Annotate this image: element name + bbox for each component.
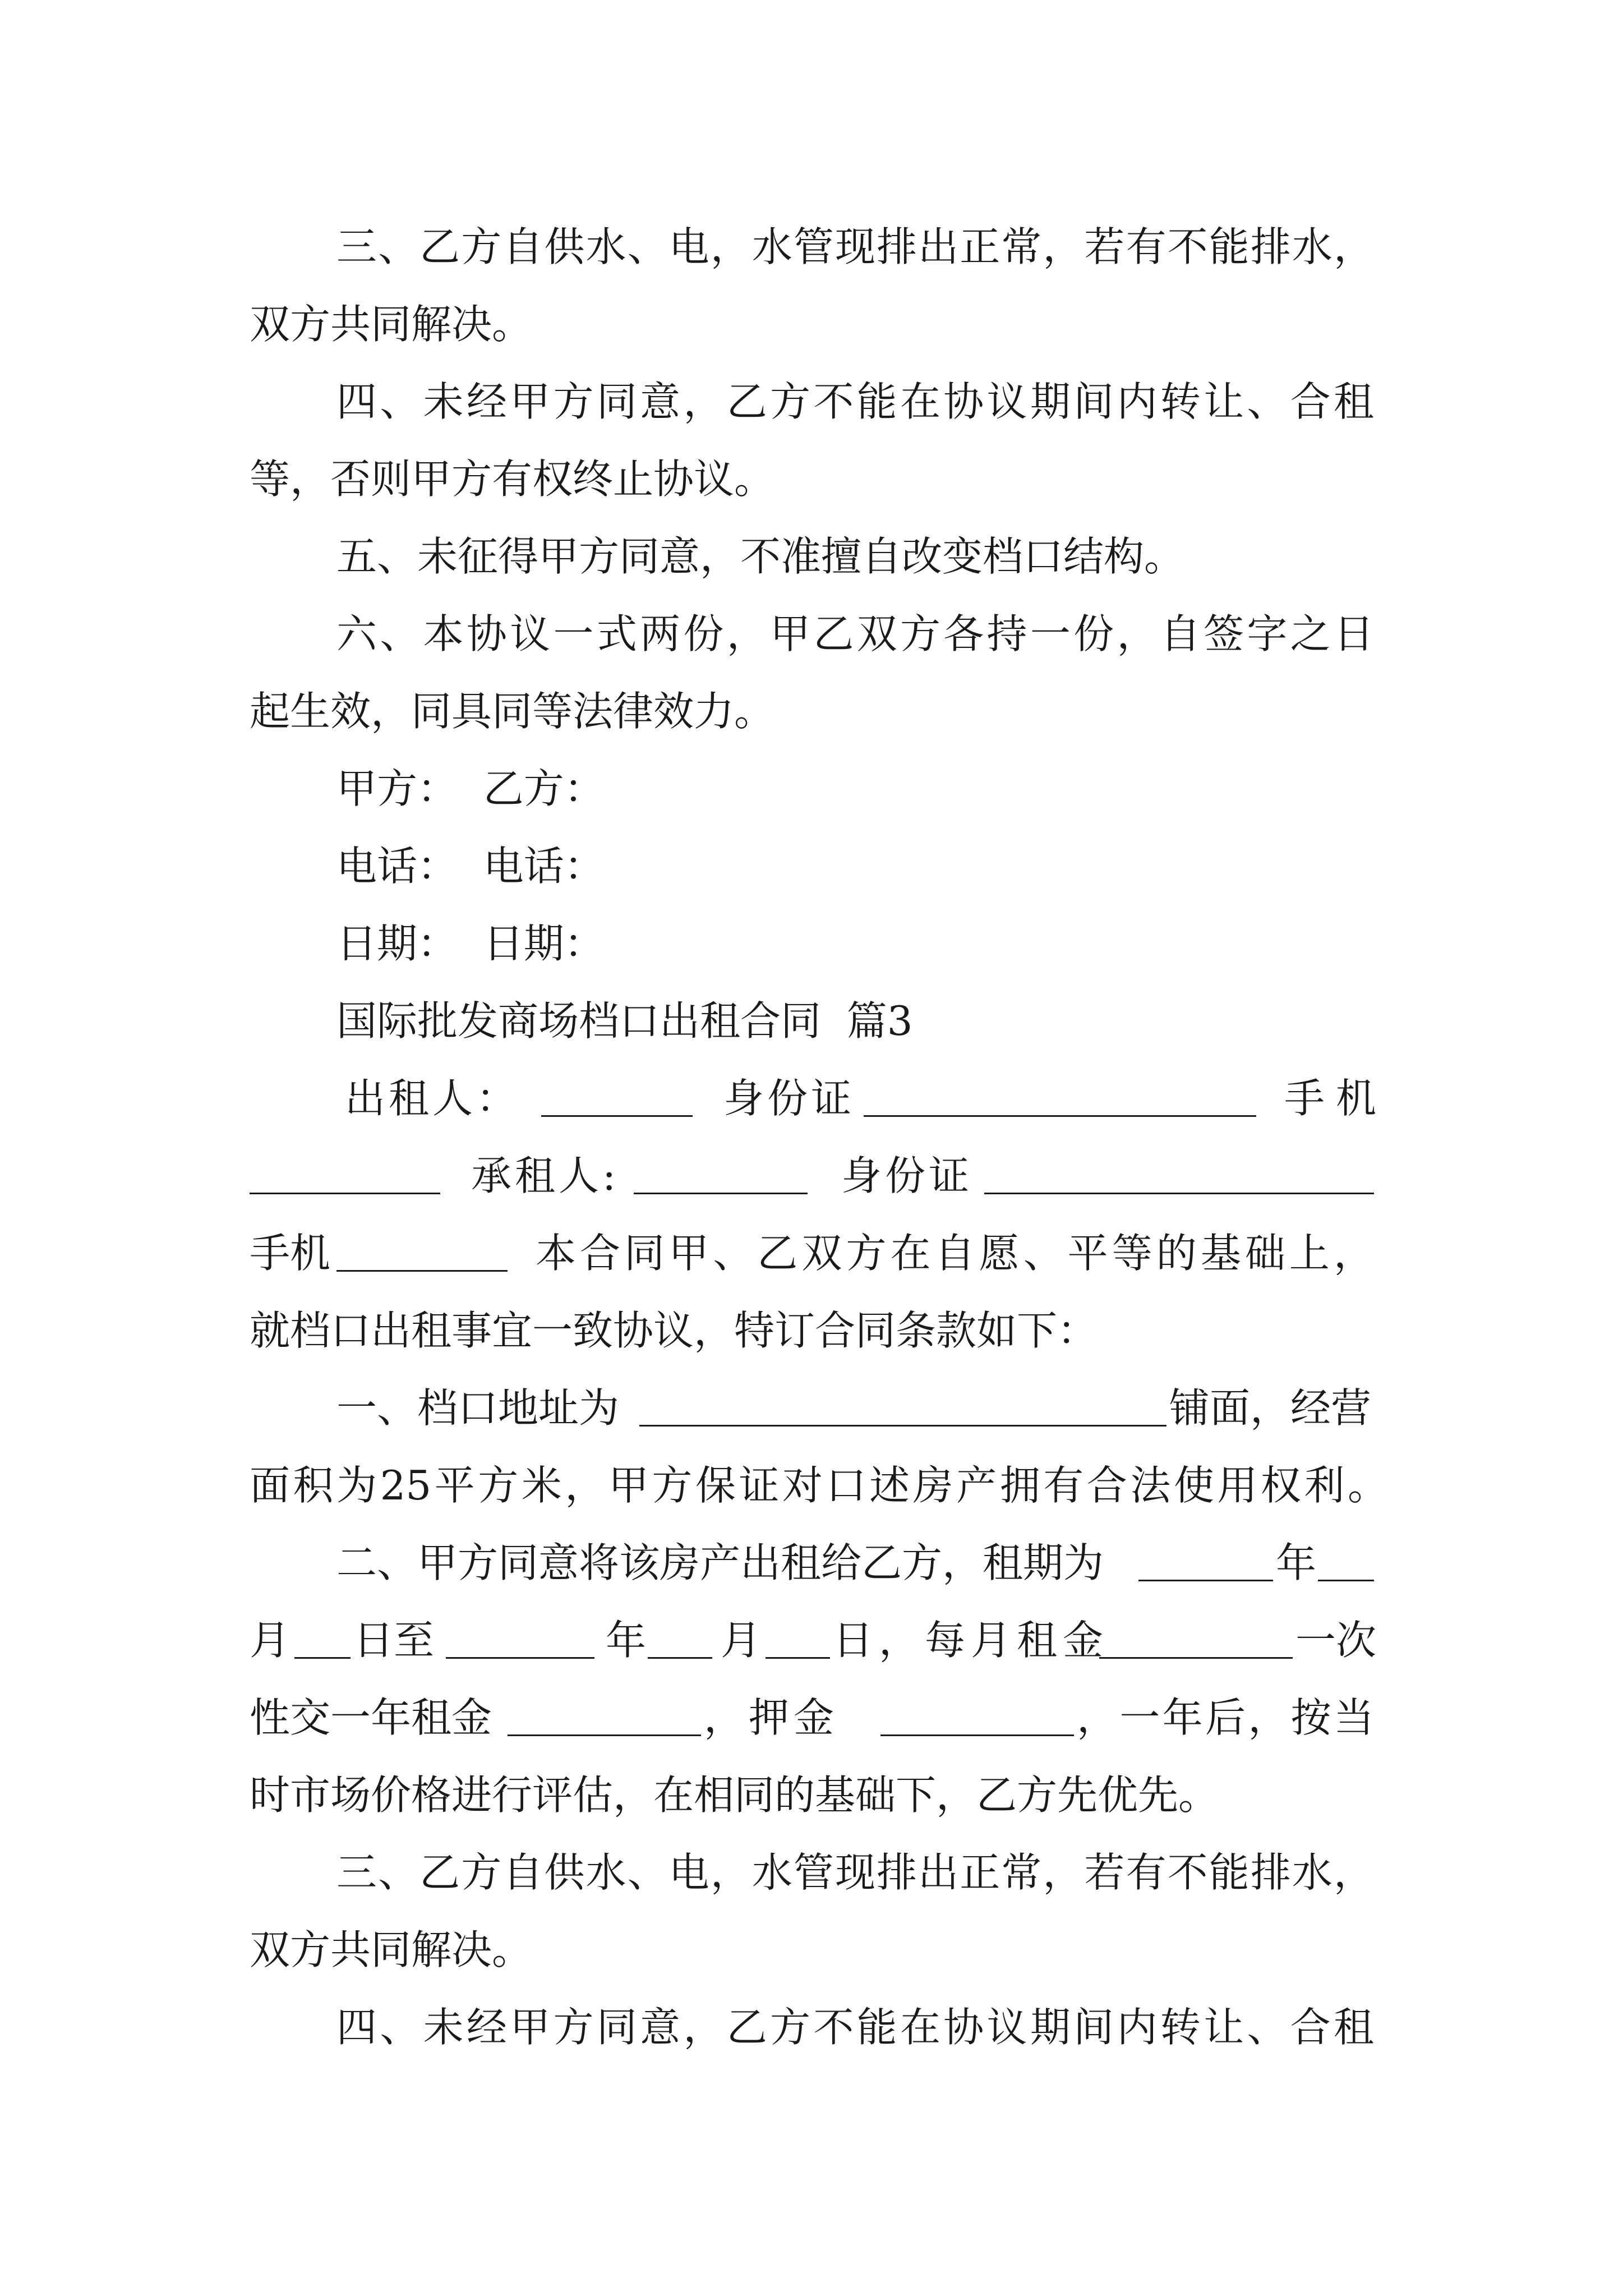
clause-5-line-1: 五、未征得甲方同意，不准擅自改变档口结构。 xyxy=(336,533,1185,580)
intro-line xyxy=(0,1291,1623,1370)
paragraph-line xyxy=(0,517,1623,596)
section-title: 国际批发商场档口出租合同 篇3 xyxy=(336,997,913,1045)
lessee-name-blank xyxy=(634,1137,808,1215)
paragraph-line xyxy=(0,208,1623,286)
signature-line xyxy=(0,827,1623,905)
clause-line xyxy=(0,1446,1623,1525)
clause-4b-line-1: 四、未经甲方同意，乙方不能在协议期间内转让、合租 xyxy=(336,2004,1374,2051)
intro-line xyxy=(0,1214,1623,1292)
clause-6-line-2: 起生效，同具同等法律效力。 xyxy=(250,688,775,735)
lessor-id-blank xyxy=(864,1059,1256,1138)
lessee-id-blank xyxy=(984,1137,1374,1215)
start-day-blank xyxy=(294,1601,351,1680)
clause-3-line-2: 双方共同解决。 xyxy=(250,301,533,348)
signature-line xyxy=(0,749,1623,828)
signature-parties: 甲方： 乙方： xyxy=(336,765,605,812)
monthly-rent-label: 日，每月租金 xyxy=(833,1617,1109,1664)
lessor-line xyxy=(0,1059,1623,1138)
monthly-rent-blank xyxy=(1099,1601,1293,1680)
clause-1-prefix: 一、档口地址为 xyxy=(336,1384,620,1432)
deposit-blank xyxy=(880,1678,1074,1757)
clause-4-line-2: 等，否则甲方有权终止协议。 xyxy=(250,455,775,503)
clause-3b-line-2: 双方共同解决。 xyxy=(250,1926,533,1973)
lessee-line xyxy=(0,1137,1623,1215)
paragraph-line xyxy=(0,440,1623,518)
mobile-label: 手机 xyxy=(1284,1075,1388,1122)
lessee-mobile-blank xyxy=(336,1214,508,1292)
month-label: 月 xyxy=(721,1617,762,1664)
clause-4-line-1: 四、未经甲方同意，乙方不能在协议期间内转让、合租 xyxy=(336,378,1374,425)
lessor-mobile-blank xyxy=(250,1137,440,1215)
paragraph-line xyxy=(0,595,1623,673)
clause-line xyxy=(0,1601,1623,1680)
year-label: 年 xyxy=(606,1617,647,1664)
clause-2-line-4: 时市场价格进行评估，在相同的基础下，乙方先优先。 xyxy=(250,1772,1219,1819)
clause-2-prefix: 二、甲方同意将该房产出租给乙方，租期为 xyxy=(336,1539,1104,1586)
start-month-blank xyxy=(1318,1524,1374,1602)
year-label: 年 xyxy=(1276,1539,1317,1586)
clause-3-line-1: 三、乙方自供水、电，水管现排出正常，若有不能排水， xyxy=(336,223,1374,270)
intro-text: 本合同甲、乙双方在自愿、平等的基础上， xyxy=(536,1230,1374,1277)
clause-1-suffix: 铺面，经营 xyxy=(1169,1384,1372,1432)
end-day-blank xyxy=(766,1601,830,1680)
clause-line xyxy=(0,1833,1623,1912)
end-month-blank xyxy=(648,1601,712,1680)
clause-3b-line-1: 三、乙方自供水、电，水管现排出正常，若有不能排水， xyxy=(336,1849,1374,1896)
signature-phones: 电话： 电话： xyxy=(336,843,605,890)
lessor-name-blank xyxy=(541,1059,693,1138)
start-year-blank xyxy=(1138,1524,1273,1602)
once-label: 一次 xyxy=(1295,1617,1377,1664)
clause-6-line-1: 六、本协议一式两份，甲乙双方各持一份，自签字之日 xyxy=(336,610,1374,657)
id-label: 身份证 xyxy=(723,1075,855,1122)
paragraph-line xyxy=(0,362,1623,441)
section-title-line xyxy=(0,982,1623,1060)
signature-line xyxy=(0,904,1623,983)
end-year-blank xyxy=(446,1601,594,1680)
day-to-label: 日至 xyxy=(353,1617,435,1664)
clause-line xyxy=(0,1678,1623,1757)
lessor-label: 出租人： xyxy=(345,1075,520,1122)
clause-1-line-2: 面积为25平方米，甲方保证对口述房产拥有合法使用权利。 xyxy=(250,1462,1388,1509)
annual-rent-blank xyxy=(508,1678,701,1757)
annual-rent-label: 性交一年租金 xyxy=(250,1694,492,1741)
address-blank xyxy=(639,1369,1166,1447)
paragraph-line xyxy=(0,285,1623,364)
deposit-label: ，押金 xyxy=(704,1694,839,1741)
lessee-label: 承租人: xyxy=(471,1152,620,1199)
signature-dates: 日期： 日期： xyxy=(336,920,605,967)
clause-line xyxy=(0,1911,1623,1989)
clause-line xyxy=(0,1756,1623,1834)
clause-line xyxy=(0,1988,1623,2067)
paragraph-line xyxy=(0,672,1623,751)
mobile-label: 手机 xyxy=(250,1230,331,1277)
clause-line xyxy=(0,1369,1623,1447)
intro-text-line-2: 就档口出租事宜一致协议，特订合同条款如下： xyxy=(250,1307,1098,1354)
clause-line xyxy=(0,1524,1623,1602)
id-label: 身份证 xyxy=(841,1152,973,1199)
month-label: 月 xyxy=(250,1617,291,1664)
after-year-text: ，一年后，按当 xyxy=(1077,1694,1374,1741)
